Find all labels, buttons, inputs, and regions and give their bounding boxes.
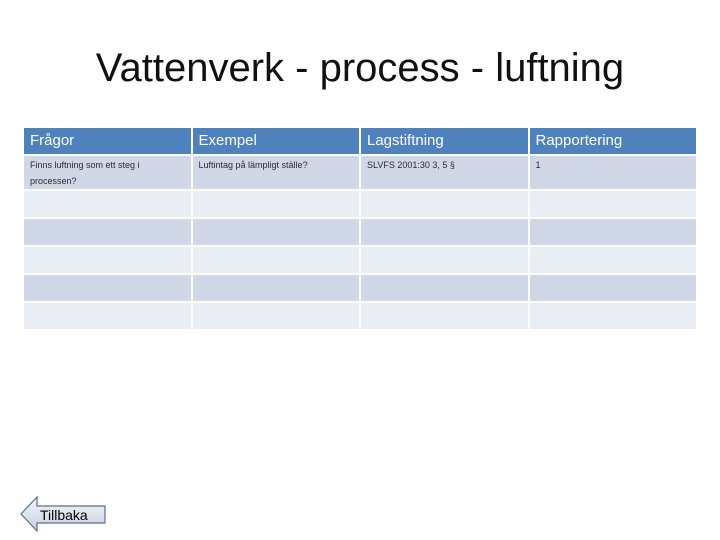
table-row: [23, 246, 697, 274]
table-cell: Luftintag på lämpligt ställe?: [192, 155, 361, 190]
table-row: [23, 218, 697, 246]
table-header-row: [23, 127, 697, 155]
table-cell: [23, 274, 192, 302]
table-cell: [529, 218, 698, 246]
table-cell: [360, 218, 529, 246]
table-cell: [192, 218, 361, 246]
column-header-exempel: Exempel: [192, 127, 361, 155]
table-cell: [360, 302, 529, 330]
table-row: [23, 190, 697, 218]
table-cell: [192, 274, 361, 302]
questions-table: [22, 126, 698, 331]
table-cell: [360, 190, 529, 218]
table-cell: [23, 190, 192, 218]
table-cell: 1: [529, 155, 698, 190]
table-cell: [192, 302, 361, 330]
column-header-lagstiftning: Lagstiftning: [360, 127, 529, 155]
table-cell: [360, 274, 529, 302]
back-button-label: Tillbaka: [40, 507, 88, 523]
table-cell: [23, 302, 192, 330]
back-button[interactable]: [20, 496, 106, 532]
table-cell: [529, 190, 698, 218]
table-cell: [23, 218, 192, 246]
column-header-rapportering: Rapportering: [529, 127, 698, 155]
table-cell: [360, 246, 529, 274]
column-header-fragor: Frågor: [23, 127, 192, 155]
page-title: Vattenverk - process - luftning: [95, 46, 625, 90]
table-cell: [529, 302, 698, 330]
table-cell: [23, 246, 192, 274]
table-row: [23, 155, 697, 190]
table-cell: [192, 246, 361, 274]
table-row: [23, 302, 697, 330]
table-cell: Finns luftning som ett steg i processen?: [23, 155, 192, 190]
table-cell: SLVFS 2001:30 3, 5 §: [360, 155, 529, 190]
questions-table-wrap: [22, 126, 698, 331]
table-cell: [529, 246, 698, 274]
table-cell: [529, 274, 698, 302]
table-cell: [192, 190, 361, 218]
table-row: [23, 274, 697, 302]
